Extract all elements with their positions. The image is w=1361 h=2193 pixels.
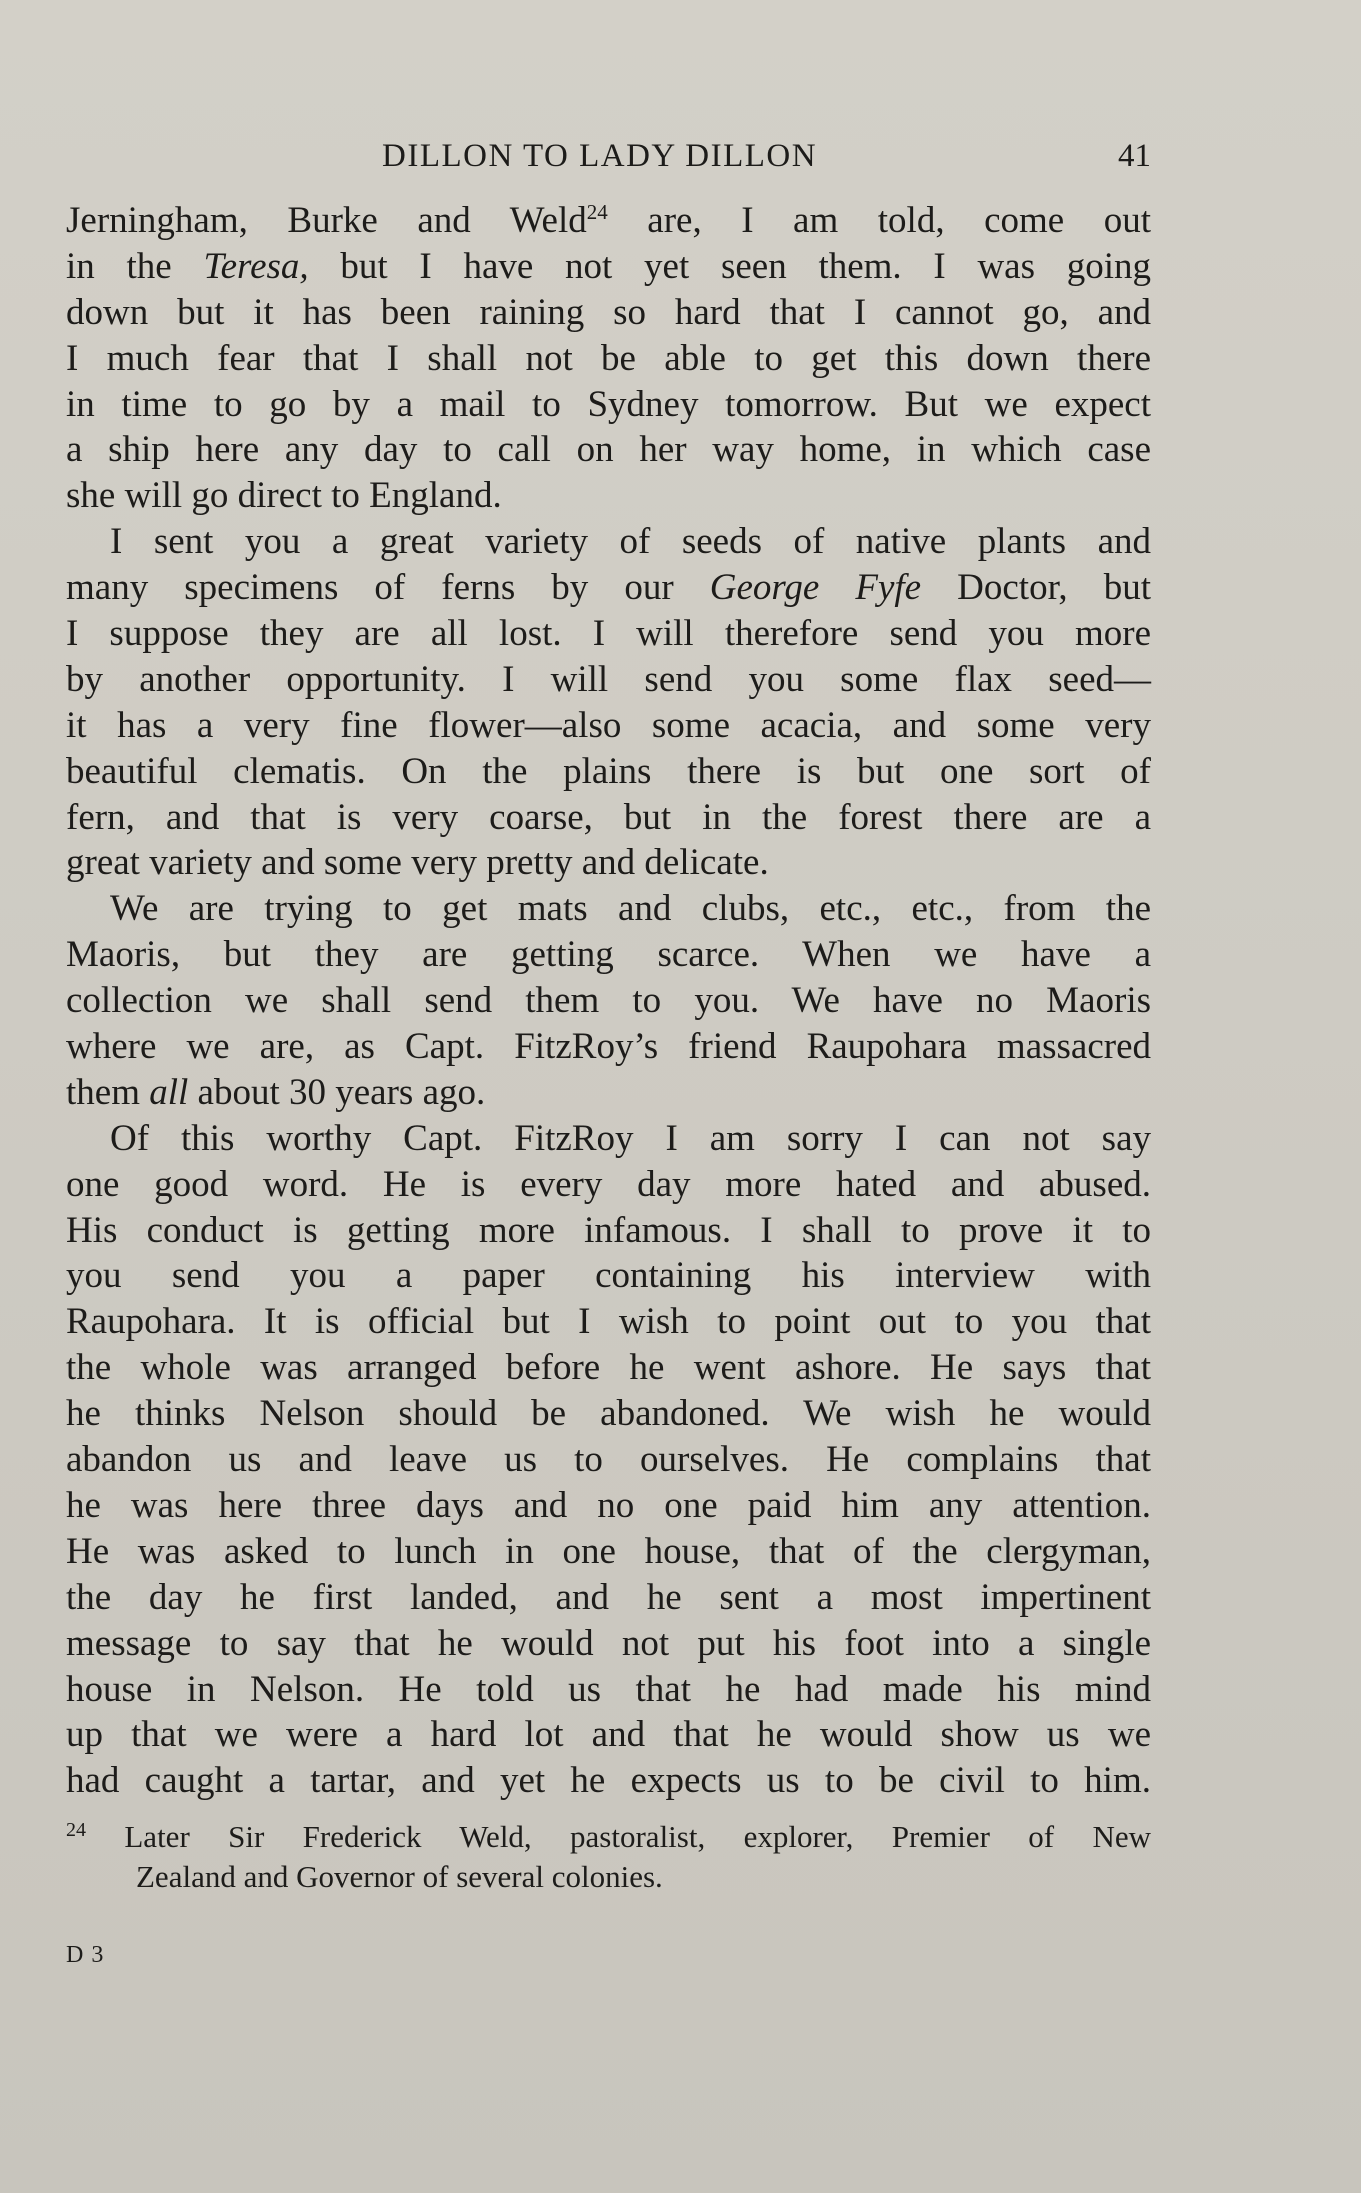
text-line: Maoris, but they are getting scarce. When we have a xyxy=(66,934,1151,976)
text-line: up that we were a hard lot and that he would show us we xyxy=(66,1714,1151,1756)
text-line: Of this worthy Capt. FitzRoy I am sorry I can not say xyxy=(110,1117,1151,1159)
footnote xyxy=(66,1817,1151,1897)
text-line: We are trying to get mats and clubs, etc., etc., from the xyxy=(110,888,1151,930)
text-line: them all about 30 years ago. xyxy=(66,1071,486,1113)
ship-name: Teresa, xyxy=(203,245,309,287)
running-title: DILLON TO LADY DILLON xyxy=(382,138,818,174)
footnote-line: Zealand and Governor of several colonies. xyxy=(136,1859,663,1894)
text-line: Jerningham, Burke and Weld$^{24}$ are, I am told, come out xyxy=(66,200,1152,241)
text-line: you send you a paper containing his interview with xyxy=(66,1255,1151,1297)
text-line: I sent you a great variety of seeds of native plants and xyxy=(110,521,1151,563)
text-line: beautiful clematis. On the plains there is but one sort of xyxy=(66,750,1151,792)
text-line: He was asked to lunch in one house, that of the clergyman, xyxy=(66,1530,1151,1572)
body-text xyxy=(66,198,1151,1804)
running-head xyxy=(66,134,1151,178)
text-line: great variety and some very pretty and delicate. xyxy=(66,842,769,884)
text-line: many specimens of ferns by our George Fyfe Doctor, but xyxy=(66,567,1151,609)
text-line: it has a very fine flower—also some acacia, and some very xyxy=(66,704,1151,746)
text-line: I much fear that I shall not be able to get this down there xyxy=(66,337,1151,379)
text-line: in the Teresa, but I have not yet seen them. I was going xyxy=(66,245,1152,287)
page-number: 41 xyxy=(1118,138,1151,174)
text-line: fern, and that is very coarse, but in the forest there are a xyxy=(66,796,1151,838)
text-line: a ship here any day to call on her way home, in which case xyxy=(66,429,1151,471)
text-line: where we are, as Capt. FitzRoy’s friend Raupohara massacred xyxy=(66,1026,1151,1068)
text-line: he was here three days and no one paid him any attention. xyxy=(66,1484,1151,1526)
emphasis: all xyxy=(149,1071,189,1113)
text-line: she will go direct to England. xyxy=(66,475,502,517)
footnote-line: $^{24}$ Later Sir Frederick Weld, pastoralist, explorer, Premier of New xyxy=(66,1819,1151,1854)
text-line: in time to go by a mail to Sydney tomorrow. But we expect xyxy=(66,383,1151,425)
text-line: I suppose they are all lost. I will therefore send you more xyxy=(66,613,1151,655)
text-line: message to say that he would not put his foot into a single xyxy=(66,1622,1151,1664)
text-line: he thinks Nelson should be abandoned. We wish he would xyxy=(66,1393,1151,1435)
signature-mark: D 3 xyxy=(66,1942,105,1968)
text-line: one good word. He is every day more hated and abused. xyxy=(66,1163,1151,1205)
text-line: His conduct is getting more infamous. I shall to prove it to xyxy=(66,1209,1151,1251)
text-line: Raupohara. It is official but I wish to point out to you that xyxy=(66,1301,1151,1343)
text-line: the day he first landed, and he sent a most impertinent xyxy=(66,1576,1151,1618)
text-line: the whole was arranged before he went ashore. He says that xyxy=(66,1347,1151,1389)
text-line: had caught a tartar, and yet he expects us to be civil to him. xyxy=(66,1760,1151,1802)
text-line: collection we shall send them to you. We have no Maoris xyxy=(66,980,1151,1022)
text-line: down but it has been raining so hard that I cannot go, and xyxy=(66,291,1151,333)
text-line: house in Nelson. He told us that he had made his mind xyxy=(66,1668,1151,1710)
footnote-marker: 24 xyxy=(66,1819,86,1841)
ship-name: George Fyfe xyxy=(709,567,922,609)
text-line: by another opportunity. I will send you some flax seed— xyxy=(66,658,1151,700)
footnote-reference: 24 xyxy=(586,200,608,224)
text-line: abandon us and leave us to ourselves. He complains that xyxy=(66,1439,1151,1481)
